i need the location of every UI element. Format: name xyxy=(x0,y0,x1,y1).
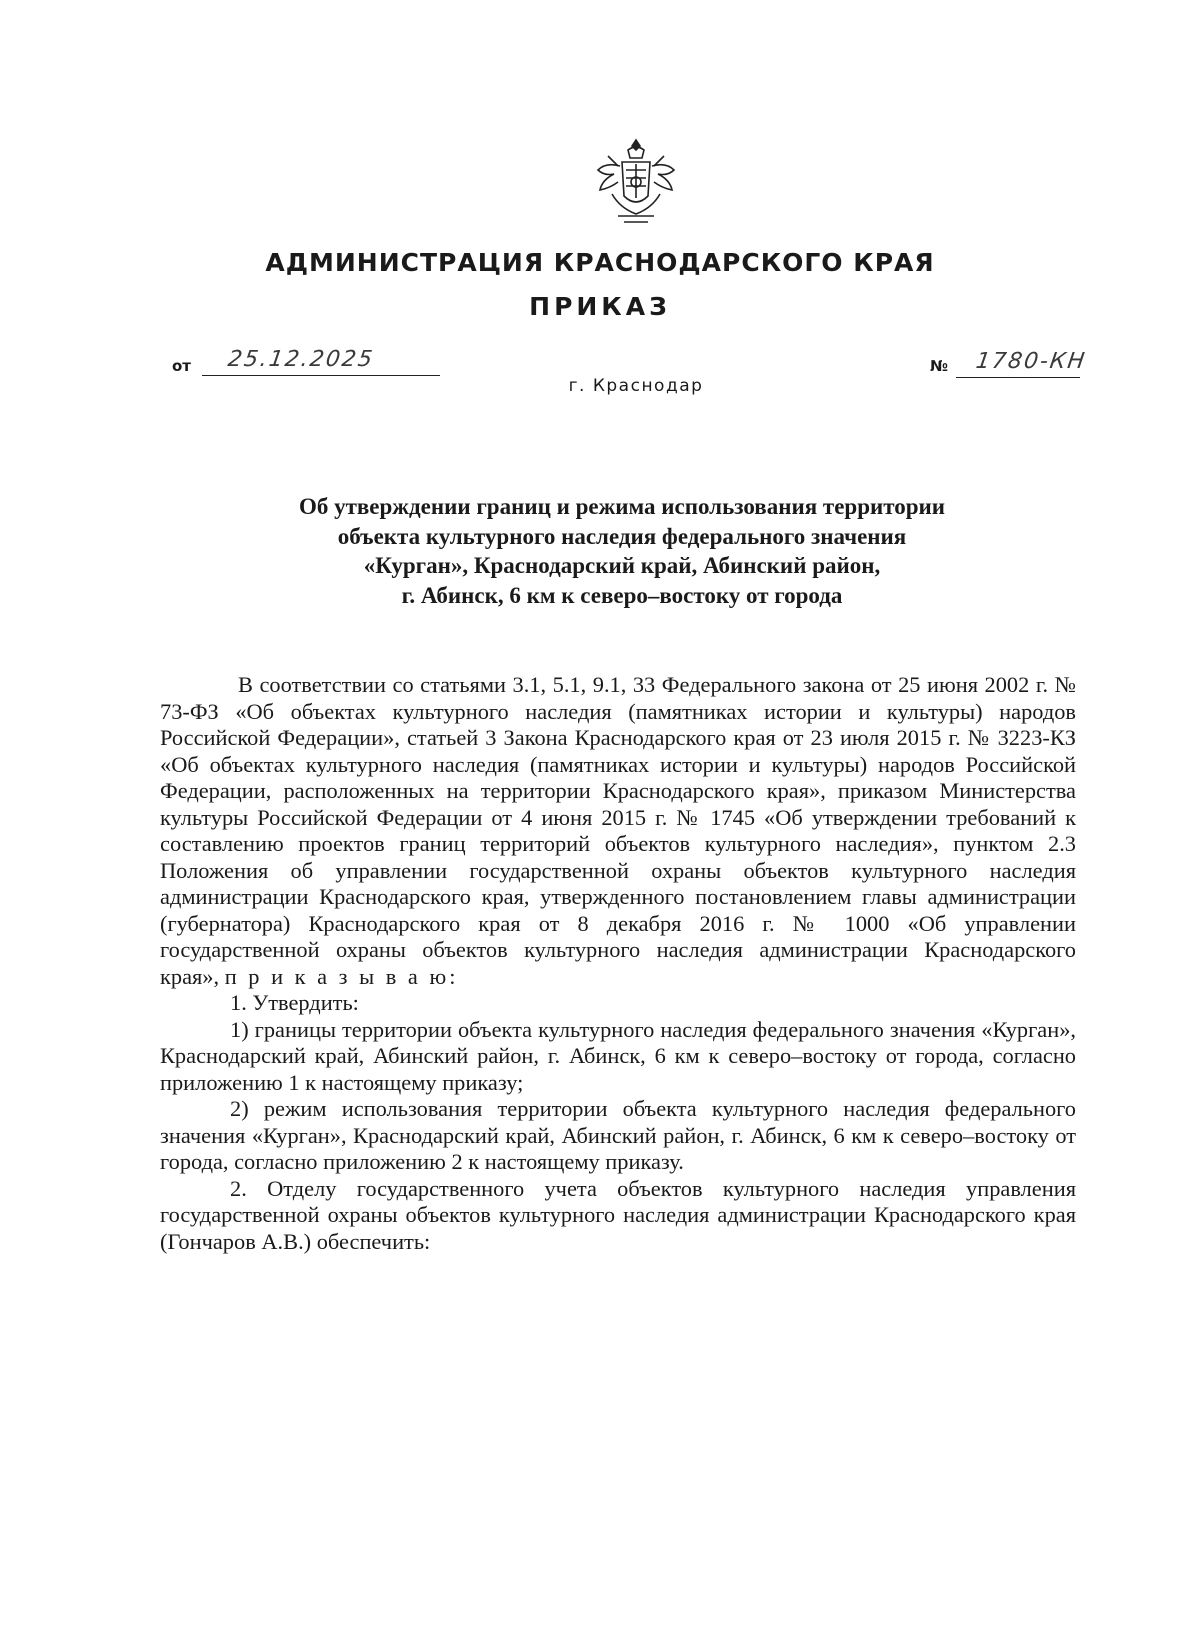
item-1-1: 1) границы территории объекта культурного наследия федерального значения «Курган», Краснодарский край, Абинский район, г. Абинск, 6 км к северо–востоку от города, согласно приложению 1 к настоящему приказу; xyxy=(160,1016,1076,1095)
item-1: 1. Утвердить: xyxy=(230,990,359,1015)
organization-name: АДМИНИСТРАЦИЯ КРАСНОДАРСКОГО КРАЯ xyxy=(265,248,935,277)
city: г. Краснодар xyxy=(568,376,704,396)
title-line: объекта культурного наследия федерального значения xyxy=(337,523,907,549)
date-value: 25.12.2025 xyxy=(226,347,376,372)
title-line: Об утверждении границ и режима использования территории xyxy=(298,494,946,519)
document-title xyxy=(200,492,1044,610)
item-1-2: 2) режим использования территории объекта культурного наследия федерального значения «Курган», Краснодарский край, Абинский район, г. Абинск, 6 км к северо–востоку от города, согласно приложению 2 к настоящему приказу. xyxy=(160,1096,1076,1174)
title-line: г. Абинск, 6 км к северо–востоку от города xyxy=(401,582,843,608)
krasnodar-coat-of-arms-icon xyxy=(590,136,682,228)
preamble-paragraph xyxy=(160,672,1076,990)
document-type: ПРИКАЗ xyxy=(529,292,671,321)
order-word: п р и к а з ы в а ю: xyxy=(224,963,459,989)
preamble-text: В соответствии со статьями 3.1, 5.1, 9.1, 33 Федерального закона от 25 июня 2002 г. № 73-ФЗ «Об объектах культурного наследия (памятниках истории и культуры) народов Российской Федерации», статьей 3 Закона Краснодарского края от 23 июля 2015 г. № 3223-КЗ «Об объектах культурного наследия (памятниках истории и культуры) народов Российской Федерации, расположенных на территории Краснодарского края», приказом Министерства культуры Российской Федерации от 4 июня 2015 г. № 1745 «Об утверждении требований к составлению проектов границ территорий объектов культурного наследия», пунктом 2.3 Положения об управлении государственной охраны объектов культурного наследия администрации Краснодарского края, утвержденного постановлением главы администрации (губернатора) Краснодарского края от 8 декабря 2016 г. № 1000 «Об управлении государственной охраны объектов культурного наследия администрации Краснодарского края», xyxy=(160,672,1076,989)
number-value: 1780-КН xyxy=(974,349,1088,374)
number-label: № xyxy=(930,357,949,375)
document-body xyxy=(160,672,1076,1255)
title-line: «Курган», Краснодарский край, Абинский район, xyxy=(363,553,881,578)
item-2: 2. Отделу государственного учета объектов культурного наследия управления государственной охраны объектов культурного наследия администрации Краснодарского края (Гончаров А.В.) обеспечить: xyxy=(160,1175,1076,1254)
date-label: от xyxy=(172,357,191,375)
